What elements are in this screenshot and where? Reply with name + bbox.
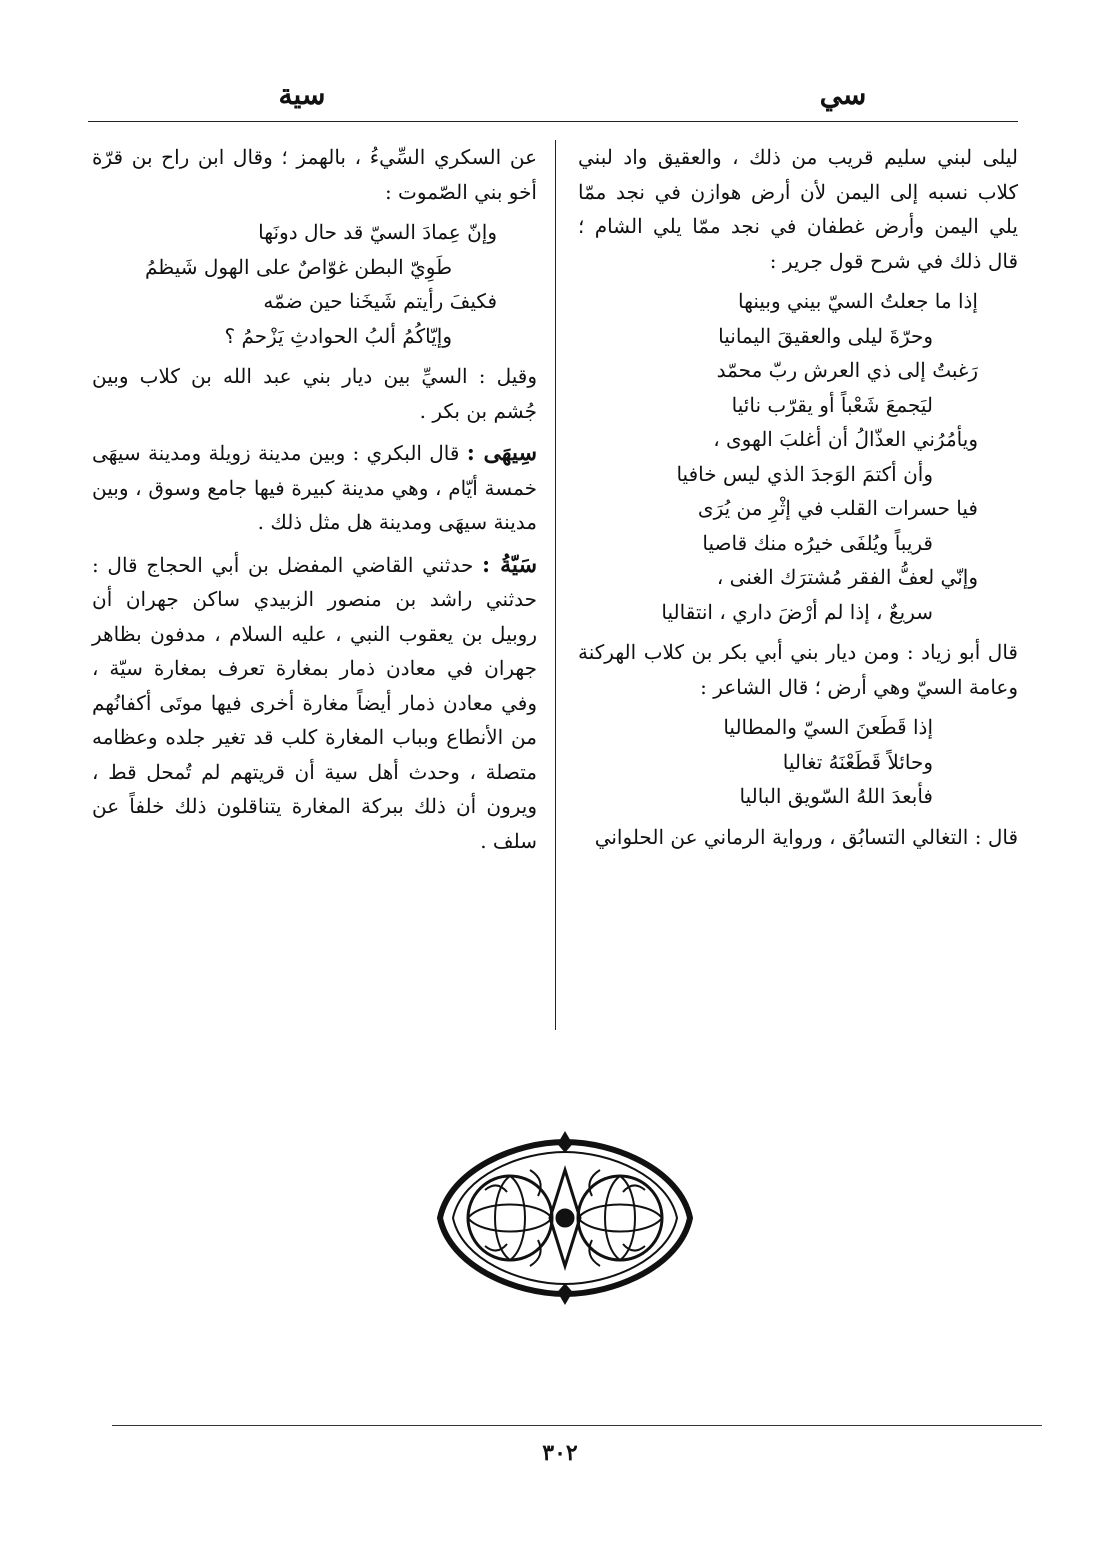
verse-line: فأبعدَ اللهُ السّويق الباليا: [739, 784, 933, 808]
verse-line: وحرّةَ ليلى والعقيقَ اليمانيا: [718, 323, 933, 348]
footer-rule: [112, 1425, 1042, 1426]
entry-sayya: [92, 548, 537, 859]
verse-line: وحائلاً قَطَعْنَهُ تغاليا: [782, 749, 933, 774]
right-column: [578, 140, 1018, 854]
verse-line: وإنّ عِمادَ السيّ قد حال دونَها: [258, 220, 497, 244]
verse-line: وإنّي لعفُّ الفقر مُشترَك الغنى ،: [716, 565, 978, 589]
verse-line: إذا قَطَعنَ السيّ والمطاليا: [723, 715, 933, 739]
running-header-left: سية: [278, 78, 326, 111]
entry-text: قال البكري : وبين مدينة زويلة ومدينة سيهَى خمسة أيّام ، وهي مدينة كبيرة فيها جامع وسوق ، وبين مدينة سيهَى ومدينة هل مثل ذلك .: [92, 441, 537, 534]
page-number: ٣٠٢: [542, 1440, 578, 1466]
poem: [578, 284, 1018, 629]
header-rule: [88, 121, 1018, 122]
verse-line: سريعٌ ، إذا لم أرْضَ داري ، انتقاليا: [661, 599, 933, 624]
running-header-right: سي: [819, 78, 867, 111]
entry-headword: سِيهَى :: [466, 440, 538, 466]
verse-line: قريباً ويُلفَى خيرُه منك قاصيا: [702, 530, 933, 555]
paragraph: ليلى لبني سليم قريب من ذلك ، والعقيق واد لبني كلاب نسبه إلى اليمن لأن أرض هوازن في نجد ممّا يلي اليمن وأرض غطفان في نجد ممّا يلي الشام ؛ قال ذلك في شرح قول جرير :: [578, 145, 1018, 273]
verse-line: وإيّاكُمُ ألبُ الحوادثِ يَزْحمُ ؟: [224, 323, 452, 348]
entry-headword: سَيّةُ :: [482, 551, 537, 578]
verse-line: طَوِيّ البطن غوّاصٌ على الهول شَيظمُ: [144, 254, 452, 279]
column-divider: [555, 140, 556, 1030]
poem: [578, 710, 1018, 814]
verse-line: فيا حسرات القلب في إثْرِ من يُرَى: [697, 496, 978, 520]
entry-sihay: [92, 436, 537, 540]
verse-line: رَغبتُ إلى ذي العرش ربّ محمّد: [716, 358, 978, 382]
paragraph: قال أبو زياد : ومن ديار بني أبي بكر بن كلاب الهركنة وعامة السيّ وهي أرض ؛ قال الشاعر :: [578, 640, 1018, 699]
paragraph: قال : التغالي التسابُق ، ورواية الرماني عن الحلواني: [594, 824, 1018, 849]
verse-line: ويأمُرُني العذّالُ أن أغلبَ الهوى ،: [713, 427, 978, 451]
verse-line: وأن أكتمَ الوَجدَ الذي ليس خافيا: [676, 461, 933, 486]
paragraph: عن السكري السِّيءُ ، بالهمز ؛ وقال ابن راح بن قرّة أخو بني الصّموت :: [92, 145, 537, 204]
verse-line: فكيفَ رأيتم شَيخَنا حين ضمّه: [263, 289, 497, 313]
paragraph: وقيل : السيِّ بين ديار بني عبد الله بن كلاب وبين جُشم بن بكر .: [92, 364, 537, 423]
left-column: [92, 140, 537, 858]
arabesque-ornament: [430, 1130, 700, 1305]
verse-line: إذا ما جعلتُ السيّ بيني وبينها: [738, 289, 978, 313]
poem: [92, 215, 537, 353]
verse-line: ليَجمعَ شَعْباً أو يقرّب نائيا: [731, 392, 933, 417]
entry-text: حدثني القاضي المفضل بن أبي الحجاج قال : حدثني راشد بن منصور الزبيدي ساكن جهران أن روبيل بن يعقوب النبي ، عليه السلام ، مدفون بظاهر جهران في معادن ذمار بمغارة تعرف بمغارة سيّة ، وفي معادن ذمار أيضاً مغارة أخرى فيها موتَى أكفانُهم من الأنطاع وبباب المغارة كلب قد تغير جلده وعظامه متصلة ، وحدث أهل سية أن قريتهم لم تُمحل قط ، ويرون أن ذلك ببركة المغارة يتناقلون ذلك خلفاً عن سلف .: [92, 552, 537, 853]
